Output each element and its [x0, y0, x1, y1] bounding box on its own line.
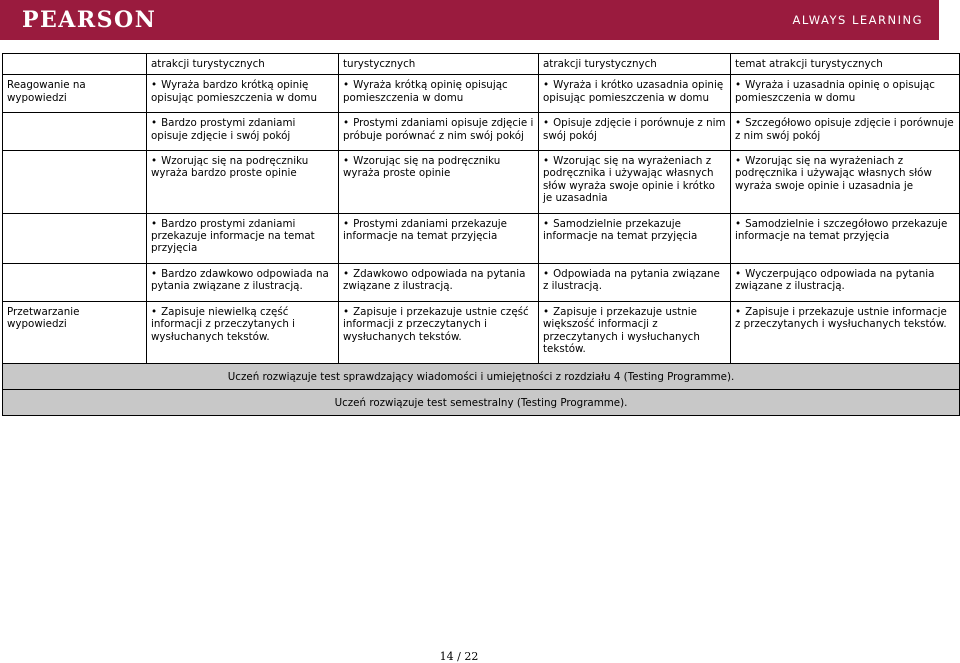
cell-text: Zdawkowo odpowiada na pytania związane z ilustracją.: [343, 267, 526, 293]
table-cell: [539, 213, 731, 263]
row-label: [3, 263, 147, 301]
row-label: [3, 151, 147, 214]
cell-text: Samodzielnie i szczegółowo przekazuje informacje na temat przyjęcia: [735, 217, 948, 243]
cell-text: Wyczerpująco odpowiada na pytania związane z ilustracją.: [735, 267, 935, 293]
bullet-icon: •: [151, 305, 158, 318]
bullet-icon: •: [735, 117, 742, 130]
table-cell: [539, 301, 731, 364]
table-cell: [731, 151, 960, 214]
cell-text: Zapisuje niewielką część informacji z przeczytanych i wysłuchanych tekstów.: [151, 305, 295, 343]
table-cell: [539, 151, 731, 214]
table-row: [3, 113, 960, 151]
bullet-icon: •: [543, 117, 550, 130]
cell-text: Zapisuje i przekazuje ustnie informacje z przeczytanych i wysłuchanych tekstów.: [735, 305, 947, 331]
table-row: [3, 151, 960, 214]
summary-cell: Uczeń rozwiązuje test sprawdzający wiadomości i umiejętności z rozdziału 4 (Testing Programme).: [3, 364, 960, 390]
cell-text: Odpowiada na pytania związane z ilustracją.: [543, 267, 720, 293]
cell-text: Zapisuje i przekazuje ustnie część informacji z przeczytanych i wysłuchanych tekstów.: [343, 305, 529, 343]
table-cell: [539, 263, 731, 301]
table-cell: [339, 113, 539, 151]
brand-logo: PEARSON: [22, 7, 157, 33]
cell-text: Wzorując się na wyrażeniach z podręcznika i używając własnych słów wyraża swoje opinie i uzasadnia je: [735, 155, 932, 192]
bullet-icon: •: [735, 267, 742, 280]
table-cell: [731, 75, 960, 113]
bullet-icon: •: [343, 267, 350, 280]
cell-text: Zapisuje i przekazuje ustnie większość informacji z przeczytanych i wysłuchanych tekstów.: [543, 305, 700, 355]
bullet-icon: •: [543, 79, 550, 92]
table-cell: [731, 263, 960, 301]
assessment-table-body: [3, 54, 960, 416]
table-cell: [147, 263, 339, 301]
bullet-icon: •: [151, 117, 158, 130]
table-cell: [339, 301, 539, 364]
bullet-icon: •: [151, 217, 158, 230]
cell-text: Prostymi zdaniami przekazuje informacje na temat przyjęcia: [343, 217, 507, 243]
cell-text: Wzorując się na podręczniku wyraża proste opinie: [343, 155, 501, 180]
table-cell: [339, 213, 539, 263]
summary-row: [3, 390, 960, 416]
table-row: [3, 263, 960, 301]
assessment-table: [2, 53, 960, 416]
bullet-icon: •: [543, 217, 550, 230]
cell-text: Wyraża i krótko uzasadnia opinię opisując pomieszczenia w domu: [543, 79, 724, 104]
bullet-icon: •: [151, 267, 158, 280]
table-cell: [147, 113, 339, 151]
page-number: 14 / 22: [439, 650, 479, 663]
bullet-icon: •: [151, 79, 158, 92]
row-label: Reagowanie na wypowiedzi: [3, 75, 147, 113]
header-cell: turystycznych: [339, 54, 539, 75]
cell-text: Wyraża krótką opinię opisując pomieszczenia w domu: [343, 79, 508, 104]
row-label: Przetwarzanie wypowiedzi: [3, 301, 147, 364]
header-cell: temat atrakcji turystycznych: [731, 54, 960, 75]
cell-text: Wzorując się na wyrażeniach z podręcznika i używając własnych słów wyraża swoje opinie i krótko je uzasadnia: [543, 155, 715, 205]
bullet-icon: •: [343, 305, 350, 318]
table-cell: [339, 263, 539, 301]
bullet-icon: •: [343, 155, 350, 168]
table-cell: [539, 113, 731, 151]
bullet-icon: •: [543, 267, 550, 280]
bullet-icon: •: [735, 305, 742, 318]
row-label: [3, 213, 147, 263]
table-cell: [147, 213, 339, 263]
bullet-icon: •: [543, 155, 550, 168]
cell-text: Prostymi zdaniami opisuje zdjęcie i próbuje porównać z nim swój pokój: [343, 117, 534, 142]
row-label: [3, 113, 147, 151]
header-cell: atrakcji turystycznych: [147, 54, 339, 75]
header-banner: [0, 0, 939, 40]
cell-text: Wyraża i uzasadnia opinię o opisując pomieszczenia w domu: [735, 79, 935, 104]
table-row: [3, 213, 960, 263]
table-row: [3, 75, 960, 113]
table-cell: [147, 151, 339, 214]
header-cell: atrakcji turystycznych: [539, 54, 731, 75]
table-cell: [731, 301, 960, 364]
bullet-icon: •: [343, 79, 350, 92]
cell-text: Bardzo prostymi zdaniami przekazuje informacje na temat przyjęcia: [151, 217, 315, 255]
cell-text: Szczegółowo opisuje zdjęcie i porównuje z nim swój pokój: [735, 117, 954, 142]
bullet-icon: •: [735, 79, 742, 92]
bullet-icon: •: [343, 117, 350, 130]
table-cell: [731, 213, 960, 263]
table-cell: [339, 75, 539, 113]
table-cell: [731, 113, 960, 151]
bullet-icon: •: [343, 217, 350, 230]
cell-text: Samodzielnie przekazuje informacje na temat przyjęcia: [543, 217, 698, 243]
brand-tagline: ALWAYS LEARNING: [792, 13, 923, 27]
table-cell: [539, 75, 731, 113]
table-header-row: [3, 54, 960, 75]
bullet-icon: •: [735, 155, 742, 168]
bullet-icon: •: [543, 305, 550, 318]
summary-cell: Uczeń rozwiązuje test semestralny (Testing Programme).: [3, 390, 960, 416]
cell-text: Opisuje zdjęcie i porównuje z nim swój pokój: [543, 117, 726, 142]
cell-text: Wyraża bardzo krótką opinię opisując pomieszczenia w domu: [151, 79, 317, 104]
cell-text: Wzorując się na podręczniku wyraża bardzo proste opinie: [151, 155, 309, 180]
cell-text: Bardzo zdawkowo odpowiada na pytania związane z ilustracją.: [151, 267, 329, 293]
cell-text: Bardzo prostymi zdaniami opisuje zdjęcie i swój pokój: [151, 117, 296, 142]
table-row: [3, 301, 960, 364]
table-cell: [147, 75, 339, 113]
summary-row: [3, 364, 960, 390]
table-cell: [147, 301, 339, 364]
bullet-icon: •: [151, 155, 158, 168]
bullet-icon: •: [735, 217, 742, 230]
header-cell-empty: [3, 54, 147, 75]
table-cell: [339, 151, 539, 214]
